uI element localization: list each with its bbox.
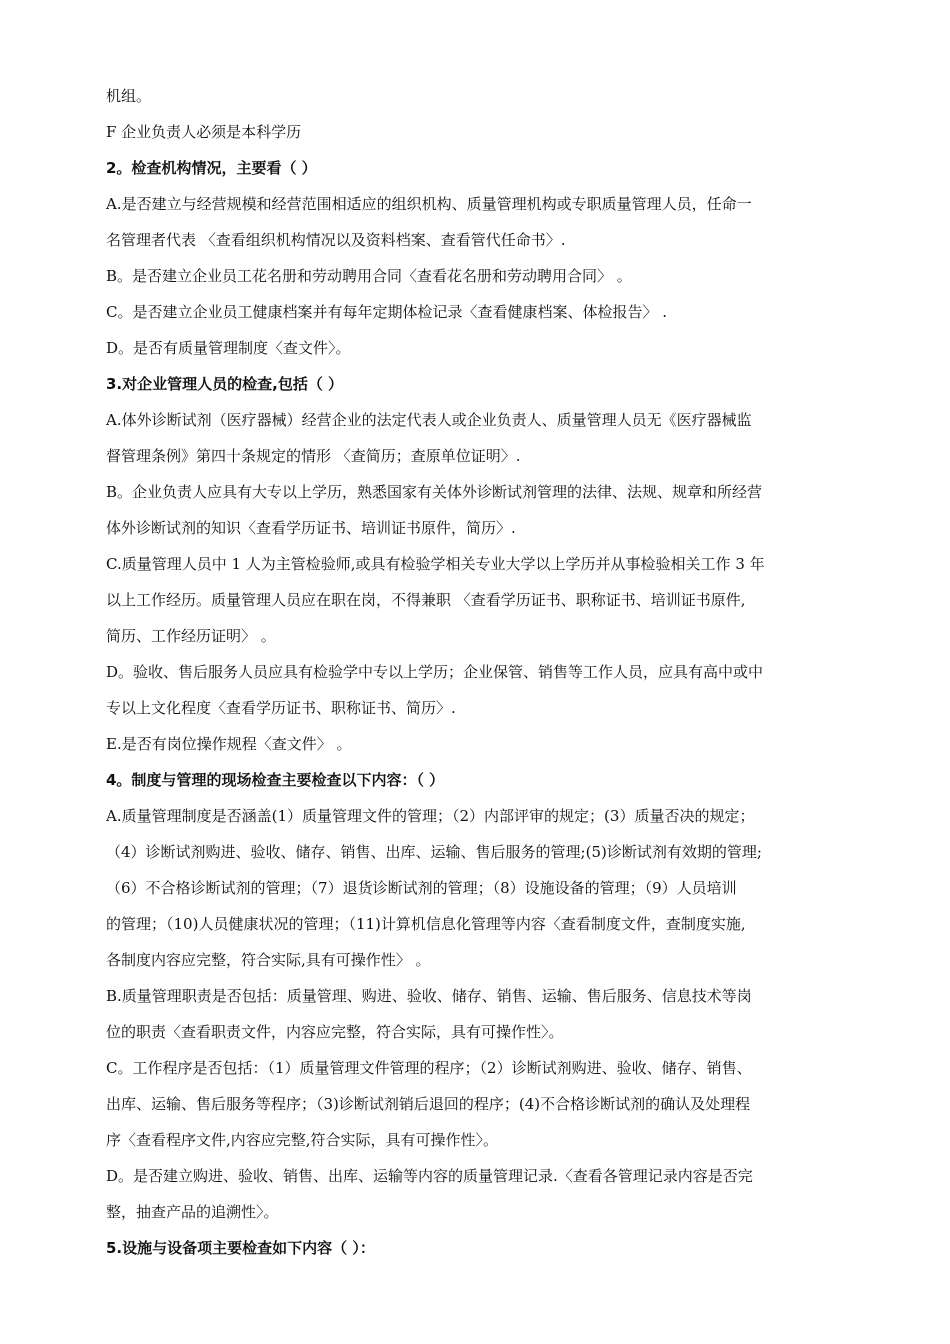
text-line: 以上工作经历。质量管理人员应在职在岗，不得兼职 〈查看学历证书、职称证书、培训证书原件, [106, 591, 746, 609]
text-line: 整，抽查产品的追溯性〉。 [106, 1203, 279, 1221]
text-line: 体外诊断试剂的知识〈查看学历证书、培训证书原件，简历〉. [106, 519, 516, 537]
text-line: D。是否建立购进、验收、销售、出库、运输等内容的质量管理记录.〈查看各管理记录内容是否完 [106, 1167, 753, 1185]
text-line: A.质量管理制度是否涵盖(1）质量管理文件的管理；（2）内部评审的规定；(3）质量否决的规定； [106, 807, 755, 825]
text-line: B.质量管理职责是否包括：质量管理、购进、验收、储存、销售、运输、售后服务、信息技术等岗 [106, 987, 752, 1005]
text-line: C。是否建立企业员工健康档案并有每年定期体检记录〈查看健康档案、体检报告〉 . [106, 303, 668, 321]
text-line: 机组。 [106, 87, 152, 105]
text-line: 出库、运输、售后服务等程序；（3)诊断试剂销后退回的程序；(4)不合格诊断试剂的确认及处理程 [106, 1095, 751, 1113]
text-line: B。企业负责人应具有大专以上学历，熟悉国家有关体外诊断试剂管理的法律、法规、规章和所经营 [106, 483, 763, 501]
text-line: A.体外诊断试剂（医疗器械）经营企业的法定代表人或企业负责人、质量管理人员无《医疗器械监 [106, 411, 752, 429]
text-line: 专以上文化程度〈查看学历证书、职称证书、简历〉. [106, 699, 456, 717]
text-line: D。是否有质量管理制度〈查文件〉。 [106, 339, 351, 357]
text-line: D。验收、售后服务人员应具有检验学中专以上学历；企业保管、销售等工作人员，应具有高中或中 [106, 663, 764, 681]
text-line: B。是否建立企业员工花名册和劳动聘用合同〈查看花名册和劳动聘用合同〉 。 [106, 267, 632, 285]
text-line: 的管理；（10)人员健康状况的管理；（11)计算机信息化管理等内容〈查看制度文件，查制度实施, [106, 915, 746, 933]
text-line: （4）诊断试剂购进、验收、储存、销售、出库、运输、售后服务的管理;(5)诊断试剂有效期的管理; [106, 843, 762, 861]
document-body [106, 78, 846, 1266]
text-line: （6）不合格诊断试剂的管理；（7）退货诊断试剂的管理；（8）设施设备的管理；（9）人员培训 [106, 879, 737, 897]
text-line: C.质量管理人员中 1 人为主管检验师,或具有检验学相关专业大学以上学历并从事检验相关工作 3 年 [106, 555, 765, 573]
text-line: 简历、工作经历证明〉 。 [106, 627, 276, 645]
text-line: E.是否有岗位操作规程〈查文件〉 。 [106, 735, 352, 753]
question-heading: 4。制度与管理的现场检查主要检查以下内容：（ ） [106, 771, 445, 789]
question-heading: 2。检查机构情况，主要看（ ） [106, 159, 317, 177]
text-line: 位的职责〈查看职责文件，内容应完整，符合实际，具有可操作性〉。 [106, 1023, 564, 1041]
text-line: C。工作程序是否包括：（1）质量管理文件管理的程序；（2）诊断试剂购进、验收、储存、销售、 [106, 1059, 752, 1077]
text-line: 序〈查看程序文件,内容应完整,符合实际，具有可操作性〉。 [106, 1131, 499, 1149]
text-line: 名管理者代表 〈查看组织机构情况以及资料档案、查看管代任命书〉. [106, 231, 566, 249]
text-line: 各制度内容应完整，符合实际,具有可操作性〉 。 [106, 951, 431, 969]
question-heading: 3.对企业管理人员的检查,包括（ ） [106, 375, 344, 393]
text-line: F 企业负责人必须是本科学历 [106, 123, 302, 141]
text-line: A.是否建立与经营规模和经营范围相适应的组织机构、质量管理机构或专职质量管理人员，任命一 [106, 195, 752, 213]
question-heading: 5.设施与设备项主要检查如下内容（ ）： [106, 1239, 375, 1257]
text-line: 督管理条例》第四十条规定的情形 〈查简历；查原单位证明〉. [106, 447, 521, 465]
